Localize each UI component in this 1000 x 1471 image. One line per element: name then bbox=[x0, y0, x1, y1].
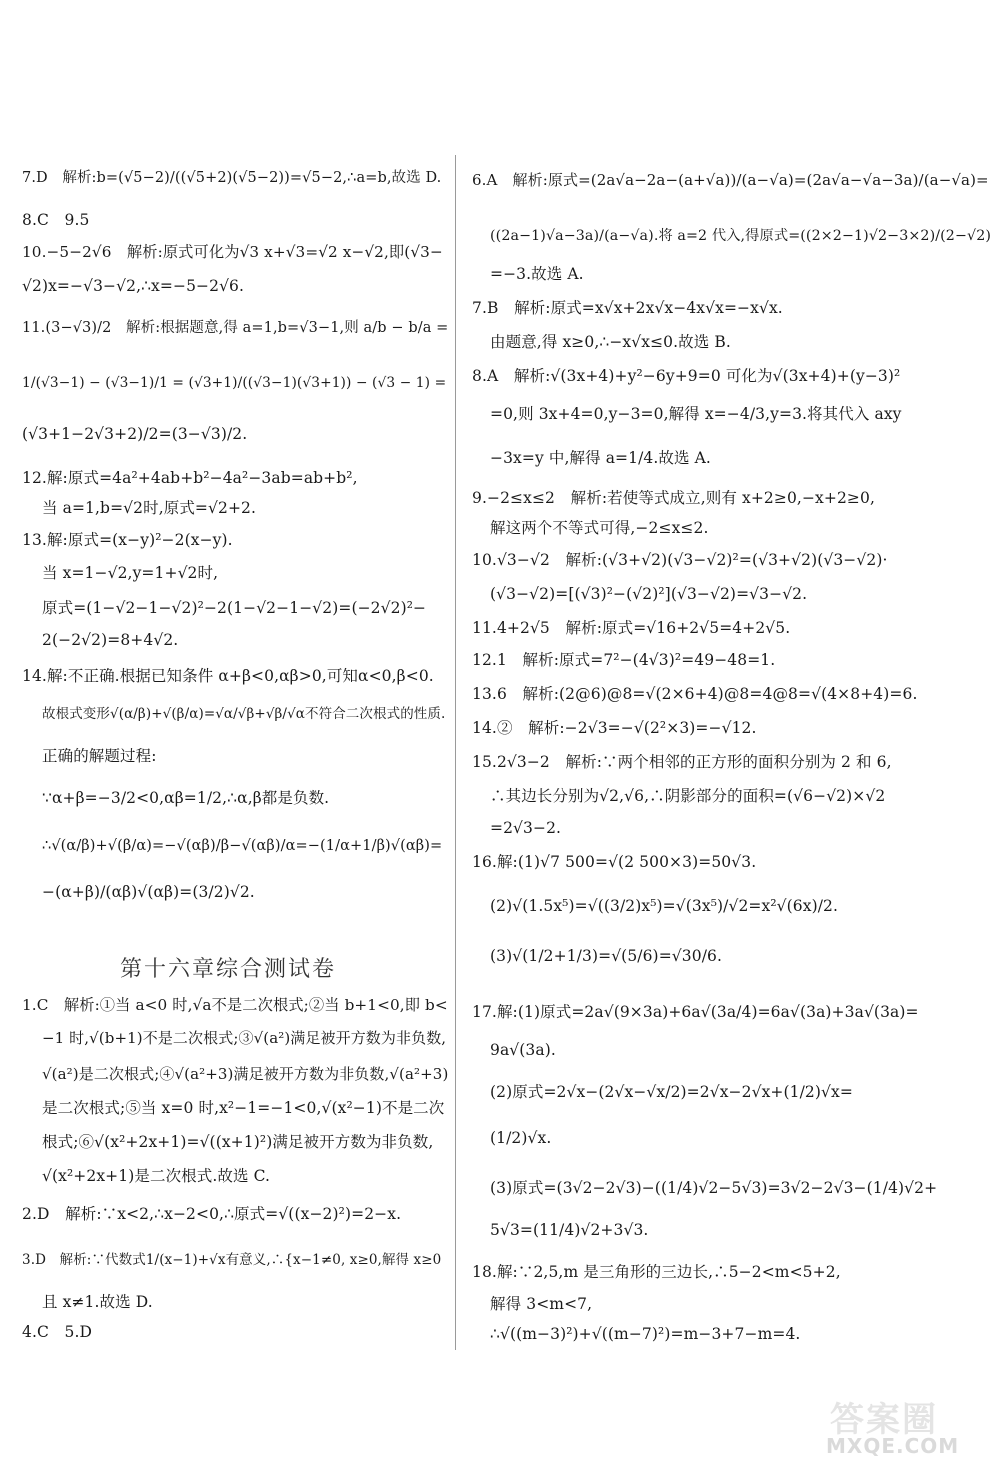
answer-line: 当 x=1−√2,y=1+√2时, bbox=[42, 564, 219, 582]
answer-line: =0,则 3x+4=0,y−3=0,解得 x=−4/3,y=3.将其代入 axy bbox=[490, 405, 902, 423]
answer-line: 3.D 解析:∵代数式1/(x−1)+√x有意义,∴{x−1≠0, x≥0,解得 x≥0 bbox=[22, 1252, 442, 1268]
answer-line: 6.A 解析:原式=(2a√a−2a−(a+√a))/(a−√a)=(2a√a−√a−3a)/(a−√a)= bbox=[472, 171, 989, 189]
answer-line: =−3.故选 A. bbox=[490, 265, 584, 283]
answer-line: 是二次根式;⑤当 x=0 时,x²−1=−1<0,√(x²−1)不是二次 bbox=[42, 1099, 445, 1117]
answer-line: 故根式变形√(α/β)+√(β/α)=√α/√β+√β/√α不符合二次根式的性质. bbox=[42, 706, 446, 722]
answer-line: 当 a=1,b=√2时,原式=√2+2. bbox=[42, 499, 257, 517]
answer-line: ((2a−1)√a−3a)/(a−√a).将 a=2 代入,得原式=((2×2−1)√2−3×2)/(2−√2) bbox=[490, 228, 992, 244]
answer-line: 由题意,得 x≥0,∴−x√x≤0.故选 B. bbox=[490, 333, 731, 351]
answer-line: =2√3−2. bbox=[490, 819, 562, 837]
answer-line: −1 时,√(b+1)不是二次根式;③√(a²)满足被开方数为非负数, bbox=[42, 1029, 447, 1047]
answer-line: 根式;⑥√(x²+2x+1)=√((x+1)²)满足被开方数为非负数, bbox=[42, 1133, 434, 1151]
answer-line: 11.(3−√3)/2 解析:根据题意,得 a=1,b=√3−1,则 a/b − b/a = bbox=[22, 320, 449, 336]
answer-line: (3)原式=(3√2−2√3)−((1/4)√2−5√3)=3√2−2√3−(1/4)√2+ bbox=[490, 1179, 938, 1197]
answer-line: 7.B 解析:原式=x√x+2x√x−4x√x=−x√x. bbox=[472, 299, 783, 317]
answer-line: ∴√((m−3)²)+√((m−7)²)=m−3+7−m=4. bbox=[490, 1325, 801, 1343]
answer-line: 1.C 解析:①当 a<0 时,√a不是二次根式;②当 b+1<0,即 b< bbox=[22, 996, 448, 1014]
answer-line: 正确的解题过程: bbox=[42, 747, 157, 765]
answer-line: (2)原式=2√x−(2√x−√x/2)=2√x−2√x+(1/2)√x= bbox=[490, 1083, 853, 1101]
answer-line: 2(−2√2)=8+4√2. bbox=[42, 631, 179, 649]
answer-line: 2.D 解析:∵x<2,∴x−2<0,∴原式=√((x−2)²)=2−x. bbox=[22, 1205, 402, 1223]
answer-line: 10.−5−2√6 解析:原式可化为√3 x+√3=√2 x−√2,即(√3− bbox=[22, 243, 443, 261]
answer-line: 9a√(3a). bbox=[490, 1041, 556, 1059]
answer-line: (√3+1−2√3+2)/2=(3−√3)/2. bbox=[22, 425, 248, 443]
chapter-title: 第十六章综合测试卷 bbox=[120, 957, 337, 982]
answer-line: 11.4+2√5 解析:原式=√16+2√5=4+2√5. bbox=[472, 619, 791, 637]
answer-line: 16.解:(1)√7 500=√(2 500×3)=50√3. bbox=[472, 853, 757, 871]
watermark-url: MXQE.COM bbox=[826, 1434, 960, 1458]
answer-line: 14.② 解析:−2√3=−√(2²×3)=−√12. bbox=[472, 719, 757, 737]
answer-line: (√3−√2)=[(√3)²−(√2)²](√3−√2)=√3−√2. bbox=[490, 585, 808, 603]
answer-line: 8.C 9.5 bbox=[22, 211, 90, 229]
answer-line: −(α+β)/(αβ)√(αβ)=(3/2)√2. bbox=[42, 883, 255, 901]
answer-line: 8.A 解析:√(3x+4)+y²−6y+9=0 可化为√(3x+4)+(y−3)² bbox=[472, 367, 901, 385]
answer-line: 且 x≠1.故选 D. bbox=[42, 1293, 153, 1311]
answer-line: ∴√(α/β)+√(β/α)=−√(αβ)/β−√(αβ)/α=−(1/α+1/β)√(αβ)= bbox=[42, 838, 443, 854]
column-divider bbox=[455, 155, 456, 1350]
answer-line: 17.解:(1)原式=2a√(9×3a)+6a√(3a/4)=6a√(3a)+3a√(3a)= bbox=[472, 1003, 919, 1021]
answer-line: 4.C 5.D bbox=[22, 1323, 93, 1341]
answer-line: 原式=(1−√2−1−√2)²−2(1−√2−1−√2)=(−2√2)²− bbox=[42, 599, 427, 617]
answer-line: 7.D 解析:b=(√5−2)/((√5+2)(√5−2))=√5−2,∴a=b,故选 D. bbox=[22, 170, 442, 186]
answer-line: √(a²)是二次根式;④√(a²+3)满足被开方数为非负数,√(a²+3) bbox=[42, 1065, 449, 1083]
answer-line: 1/(√3−1) − (√3−1)/1 = (√3+1)/((√3−1)(√3+1)) − (√3 − 1) = bbox=[22, 375, 447, 391]
answer-line: (3)√(1/2+1/3)=√(5/6)=√30/6. bbox=[490, 947, 723, 965]
answer-line: (2)√(1.5x⁵)=√((3/2)x⁵)=√(3x⁵)/√2=x²√(6x)/2. bbox=[490, 897, 839, 915]
answer-line: √2)x=−√3−√2,∴x=−5−2√6. bbox=[22, 277, 245, 295]
answer-line: 14.解:不正确.根据已知条件 α+β<0,αβ>0,可知α<0,β<0. bbox=[22, 667, 434, 685]
answer-line: ∴其边长分别为√2,√6,∴阴影部分的面积=(√6−√2)×√2 bbox=[490, 787, 886, 805]
answer-line: 解这两个不等式可得,−2≤x≤2. bbox=[490, 519, 709, 537]
answer-line: 10.√3−√2 解析:(√3+√2)(√3−√2)²=(√3+√2)(√3−√2)· bbox=[472, 551, 888, 569]
answer-line: 12.1 解析:原式=7²−(4√3)²=49−48=1. bbox=[472, 651, 776, 669]
answer-line: −3x=y 中,解得 a=1/4.故选 A. bbox=[490, 449, 711, 467]
answer-line: ∵α+β=−3/2<0,αβ=1/2,∴α,β都是负数. bbox=[42, 789, 330, 807]
answer-line: 18.解:∵2,5,m 是三角形的三边长,∴5−2<m<5+2, bbox=[472, 1263, 841, 1281]
watermark-text: 答案圈 bbox=[830, 1400, 938, 1440]
answer-line: 15.2√3−2 解析:∵两个相邻的正方形的面积分别为 2 和 6, bbox=[472, 753, 892, 771]
answer-line: 13.解:原式=(x−y)²−2(x−y). bbox=[22, 531, 233, 549]
answer-line: 12.解:原式=4a²+4ab+b²−4a²−3ab=ab+b², bbox=[22, 469, 358, 487]
answer-line: √(x²+2x+1)是二次根式.故选 C. bbox=[42, 1167, 271, 1185]
answer-line: 9.−2≤x≤2 解析:若使等式成立,则有 x+2≥0,−x+2≥0, bbox=[472, 489, 876, 507]
answer-line: 5√3=(11/4)√2+3√3. bbox=[490, 1221, 649, 1239]
answer-line: 解得 3<m<7, bbox=[490, 1295, 593, 1313]
answer-line: 13.6 解析:(2@6)@8=√(2×6+4)@8=4@8=√(4×8+4)=6. bbox=[472, 685, 918, 703]
watermark-logo bbox=[818, 1390, 990, 1462]
answer-line: (1/2)√x. bbox=[490, 1129, 552, 1147]
